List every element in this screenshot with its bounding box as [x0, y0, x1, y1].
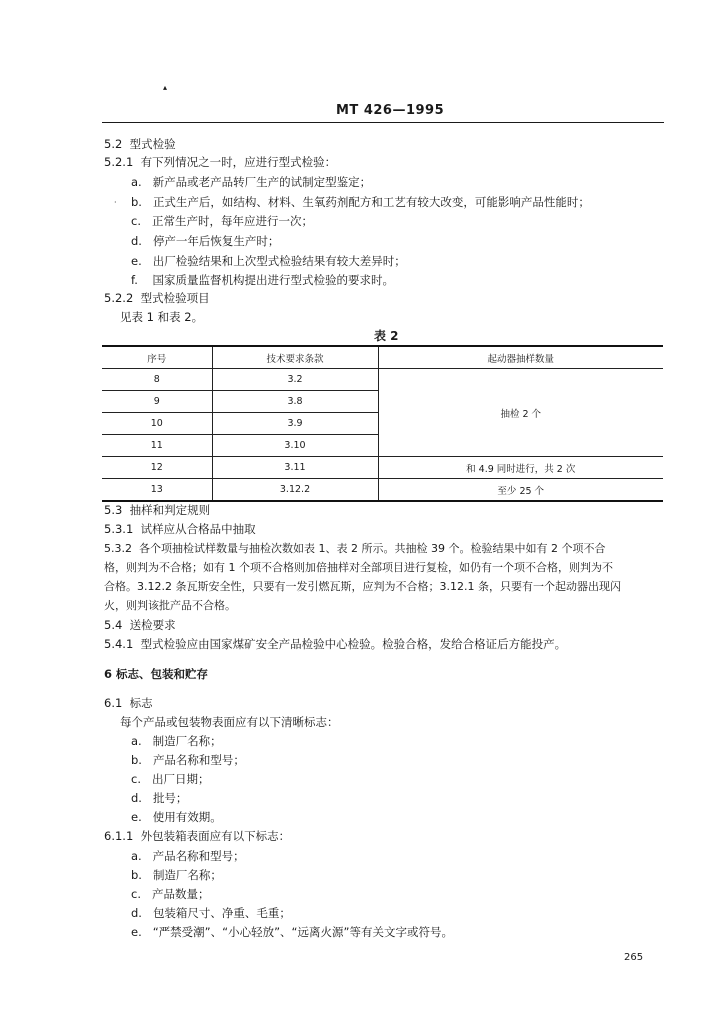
cell-clause: 3.9	[212, 413, 378, 435]
cell-no: 10	[102, 413, 212, 435]
cell-no: 8	[102, 369, 212, 391]
clause-5-3-2-line-4: 火，则判该批产品不合格。	[104, 599, 236, 612]
cell-clause: 3.12.2	[212, 479, 378, 502]
clause-5-2-1: 5.2.1 有下列情况之一时，应进行型式检验：	[104, 155, 337, 169]
list-item: b. 产品名称和型号；	[131, 753, 245, 767]
cell-no: 13	[102, 479, 212, 502]
cell-sample-merged: 抽检 2 个	[378, 369, 663, 457]
section-6-1-intro: 每个产品或包装物表面应有以下清晰标志：	[120, 715, 339, 729]
list-item: e. 使用有效期。	[131, 810, 222, 824]
list-item: d. 批号；	[131, 791, 188, 805]
cell-no: 11	[102, 435, 212, 457]
standard-number: MT 426—1995	[336, 103, 445, 118]
cell-no: 9	[102, 391, 212, 413]
section-5-4-heading: 5.4 送检要求	[104, 618, 176, 632]
clause-5-3-2-line-1: 5.3.2 各个项抽检试样数量与抽检次数如表 1、表 2 所示。共抽检 39 个。检验结果中如有 2 个项不合	[104, 542, 606, 555]
page-number: 265	[624, 952, 644, 963]
list-item: d. 包装箱尺寸、净重、毛重；	[131, 906, 291, 920]
section-5-2-heading: 5.2 型式检验	[104, 137, 176, 151]
list-item: a. 新产品或老产品转厂生产的试制定型鉴定；	[131, 175, 372, 189]
table-row	[102, 369, 663, 391]
header-cell-no: 序号	[102, 346, 212, 369]
list-item: c. 产品数量；	[131, 887, 210, 901]
clause-5-2-2: 5.2.2 型式检验项目	[104, 291, 210, 305]
list-item: b. 制造厂名称；	[131, 868, 222, 882]
list-item: f. 国家质量监督机构提出进行型式检验的要求时。	[131, 273, 394, 287]
list-item: c. 正常生产时，每年应进行一次；	[131, 214, 313, 228]
header-rule	[102, 122, 664, 123]
chapter-6-heading: 6 标志、包装和贮存	[104, 667, 209, 681]
cell-sample: 和 4.9 同时进行，共 2 次	[378, 457, 663, 479]
header-cell-clause: 技术要求条款	[212, 346, 378, 369]
section-6-1-heading: 6.1 标志	[104, 696, 153, 710]
list-item: b. 正式生产后，如结构、材料、生氧药剂配方和工艺有较大改变，可能影响产品性能时；	[131, 195, 590, 209]
table-caption: 表 2	[374, 329, 399, 343]
table-row	[102, 479, 663, 502]
list-item: a. 制造厂名称；	[131, 734, 222, 748]
list-item: e. 出厂检验结果和上次型式检验结果有较大差异时；	[131, 254, 406, 268]
clause-5-3-1: 5.3.1 试样应从合格品中抽取	[104, 522, 256, 536]
margin-dot: ·	[114, 198, 117, 207]
cell-sample: 至少 25 个	[378, 479, 663, 502]
cell-no: 12	[102, 457, 212, 479]
see-tables-text: 见表 1 和表 2。	[120, 310, 204, 324]
clause-5-4-1: 5.4.1 型式检验应由国家煤矿安全产品检验中心检验。检验合格，发给合格证后方能投产。	[104, 637, 567, 651]
table-header-row	[102, 346, 663, 369]
cell-clause: 3.10	[212, 435, 378, 457]
list-item: d. 停产一年后恢复生产时；	[131, 234, 280, 248]
list-item: c. 出厂日期；	[131, 772, 210, 786]
corner-mark: ▴	[163, 83, 168, 92]
cell-clause: 3.2	[212, 369, 378, 391]
cell-clause: 3.11	[212, 457, 378, 479]
section-5-3-heading: 5.3 抽样和判定规则	[104, 503, 211, 517]
cell-clause: 3.8	[212, 391, 378, 413]
header-cell-sample: 起动器抽样数量	[378, 346, 663, 369]
table-row	[102, 457, 663, 479]
table-2	[102, 345, 663, 502]
list-item: a. 产品名称和型号；	[131, 849, 245, 863]
clause-5-3-2-line-2: 格，则判为不合格；如有 1 个项不合格则加倍抽样对全部项目进行复检，如仍有一个项不合格，则判为不	[104, 561, 613, 574]
clause-5-3-2-line-3: 合格。3.12.2 条瓦斯安全性，只要有一发引燃瓦斯，应判为不合格；3.12.1 条，只要有一个起动器出现闪	[104, 580, 621, 593]
list-item: e. “严禁受潮”、“小心轻放”、“远离火源”等有关文字或符号。	[131, 925, 453, 939]
clause-6-1-1: 6.1.1 外包装箱表面应有以下标志：	[104, 829, 291, 843]
